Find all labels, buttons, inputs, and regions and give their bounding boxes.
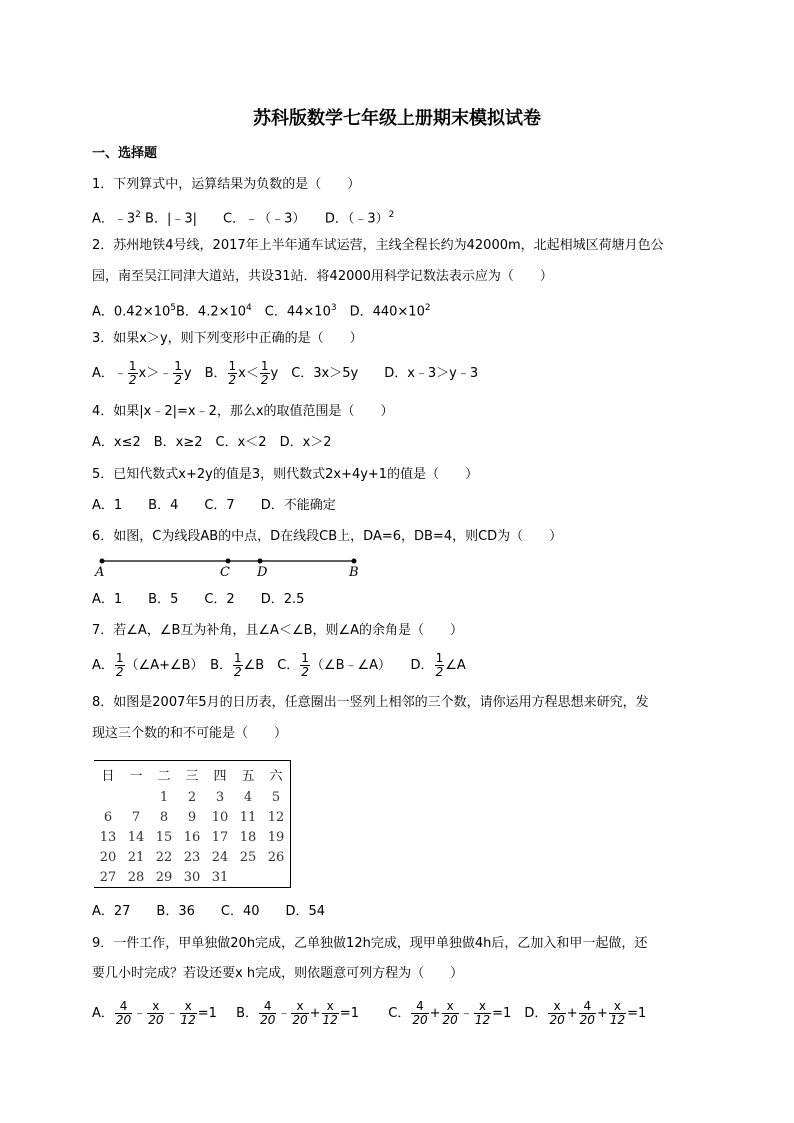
calendar-row	[94, 807, 291, 827]
calendar-row	[94, 787, 291, 807]
fraction-half: $\frac{1}{2}$	[228, 359, 237, 387]
calendar-cell: 26	[267, 849, 285, 865]
calendar-cell: 1	[159, 789, 169, 805]
question-3-options: A．﹣ $\frac{1}{2}$ x＞﹣ $\frac{1}{2}$ y B． $\frac{1}{2}$ x＜ $\frac{1}{2}$ y C．3x＞5y D．x﹣3＞y﹣3	[92, 359, 479, 387]
weekday-header: 一	[129, 768, 143, 784]
calendar-row	[94, 847, 291, 867]
calendar-cell: 3	[215, 789, 225, 805]
calendar-row	[94, 827, 291, 847]
question-5-options: A．1 B．4 C．7 D．不能确定	[92, 498, 336, 513]
calendar-cell: 13	[99, 829, 117, 845]
question-2-options: A．$0.42\times 10^5B$．$4.2\times 10^4$ C．$44\times 10^3$ D．$440\times 10^2$	[92, 303, 431, 320]
calendar-cell: 23	[183, 849, 201, 865]
question-2-stem: 2．苏州地铁4号线，2017年上半年通车试运营，主线全程长约为42000m，北起相城区荷塘月色公	[92, 238, 664, 253]
option-c: C． $\frac{4}{20}$ + $\frac{x}{20}$ ﹣ $\frac{x}{12}$ =1	[388, 999, 512, 1027]
weekday-header: 五	[241, 768, 255, 784]
question-4-options: A．x≤2 B．x≥2 C．x＜2 D．x＞2	[92, 435, 332, 450]
fraction-half: $\frac{1}{2}$	[233, 651, 242, 679]
calendar-cell	[94, 787, 122, 807]
weekday-header: 六	[269, 768, 283, 784]
option-b: B． $\frac{4}{20}$ ﹣ $\frac{x}{20}$ + $\frac{x}{12}$ =1	[236, 999, 359, 1027]
calendar-cell: 18	[239, 829, 257, 845]
line-segment-figure	[96, 556, 366, 570]
question-8-stem-cont: 现这三个数的和不可能是（ ）	[92, 726, 288, 741]
point-a	[100, 559, 105, 564]
calendar-cell: 2	[187, 789, 197, 805]
calendar-cell: 20	[99, 849, 117, 865]
calendar-cell: 5	[271, 789, 281, 805]
calendar-cell: 7	[131, 809, 141, 825]
question-2-stem-cont: 园，南至吴江同津大道站，共设31站．将42000用科学记数法表示应为（ ）	[92, 269, 553, 284]
fraction-half: $\frac{1}{2}$	[115, 651, 124, 679]
calendar-cell: 27	[99, 869, 117, 885]
calendar-cell: 8	[159, 809, 169, 825]
calendar-cell: 29	[155, 869, 173, 885]
calendar-cell: 6	[103, 809, 113, 825]
point-c	[226, 559, 231, 564]
fraction-half: $\frac{1}{2}$	[435, 651, 444, 679]
label-c: C	[220, 565, 230, 580]
point-d	[258, 559, 263, 564]
question-7-stem: 7．若∠A，∠B互为补角，且∠A＜∠B，则∠A的余角是（ ）	[92, 623, 464, 638]
calendar-header-row	[94, 761, 291, 788]
calendar-cell: 9	[187, 809, 197, 825]
question-5-stem: 5．已知代数式x+2y的值是3，则代数式2x+4y+1的值是（ ）	[92, 467, 479, 482]
calendar-cell: 25	[239, 849, 257, 865]
calendar-cell	[122, 787, 150, 807]
calendar-cell: 12	[267, 809, 285, 825]
question-8-stem: 8．如图是2007年5月的日历表，任意圈出一竖列上相邻的三个数，请你运用方程思想来研究，发	[92, 695, 649, 710]
weekday-header: 三	[185, 768, 199, 784]
label-a: A	[95, 565, 105, 580]
question-8-options: A．27 B．36 C．40 D．54	[92, 904, 326, 919]
calendar-cell: 17	[211, 829, 229, 845]
question-1-stem: 1．下列算式中，运算结果为负数的是（ ）	[92, 177, 361, 192]
fraction-half: $\frac{1}{2}$	[260, 359, 269, 387]
calendar-cell: 22	[155, 849, 173, 865]
calendar-cell: 28	[127, 869, 145, 885]
weekday-header: 二	[157, 768, 171, 784]
calendar-cell: 16	[183, 829, 201, 845]
question-6-options: A．1 B．5 C．2 D．2.5	[92, 592, 305, 607]
question-3-stem: 3．如果x＞y，则下列变形中正确的是（ ）	[92, 331, 363, 346]
calendar-cell: 15	[155, 829, 173, 845]
label-d: D	[257, 565, 268, 580]
fraction-half: $\frac{1}{2}$	[128, 359, 137, 387]
question-1-options: A．$﹣3^2$ B．|﹣3| C．﹣（﹣3） D．（﹣3）$^2$	[92, 210, 395, 227]
calendar-table	[94, 760, 291, 888]
calendar-cell: 30	[183, 869, 201, 885]
weekday-header: 日	[101, 768, 115, 784]
question-4-stem: 4．如果|x﹣2|=x﹣2，那么x的取值范围是（ ）	[92, 404, 394, 419]
page-title: 苏科版数学七年级上册期末模拟试卷	[253, 108, 541, 129]
option-a: A． $\frac{4}{20}$ ﹣ $\frac{x}{20}$ ﹣ $\frac{x}{12}$ =1	[92, 999, 217, 1027]
calendar-row	[94, 867, 291, 888]
calendar-cell: 14	[127, 829, 145, 845]
calendar-cell	[234, 867, 262, 888]
fraction-half: $\frac{1}{2}$	[301, 651, 309, 679]
calendar-cell: 19	[267, 829, 285, 845]
calendar-cell: 4	[243, 789, 253, 805]
calendar-cell: 24	[211, 849, 229, 865]
fraction-half: $\frac{1}{2}$	[174, 359, 182, 387]
question-6-stem: 6．如图，C为线段AB的中点，D在线段CB上，DA=6，DB=4，则CD为（ ）	[92, 529, 563, 544]
question-7-options: A． $\frac{1}{2}$ （∠A+∠B） B． $\frac{1}{2}$ ∠B C． $\frac{1}{2}$ （∠B﹣∠A） D． $\frac{1}{2}$ ∠A	[92, 651, 466, 679]
calendar-cell: 10	[211, 809, 229, 825]
option-d: D． $\frac{x}{20}$ + $\frac{4}{20}$ + $\frac{x}{12}$ =1	[524, 999, 647, 1027]
section-heading: 一、选择题	[92, 146, 158, 161]
calendar-cell: 11	[239, 809, 257, 825]
question-9-stem-cont: 要几小时完成？若设还要x h完成，则依题意可列方程为（ ）	[92, 966, 464, 981]
calendar-cell	[262, 867, 291, 888]
calendar-cell: 31	[211, 869, 229, 885]
question-9-stem: 9．一件工作，甲单独做20h完成，乙单独做12h完成，现甲单独做4h后，乙加入和甲一起做，还	[92, 936, 648, 951]
calendar-cell: 21	[127, 849, 145, 865]
point-b	[352, 559, 357, 564]
weekday-header: 四	[213, 768, 227, 784]
question-9-options	[92, 1000, 646, 1027]
label-b: B	[349, 565, 359, 580]
